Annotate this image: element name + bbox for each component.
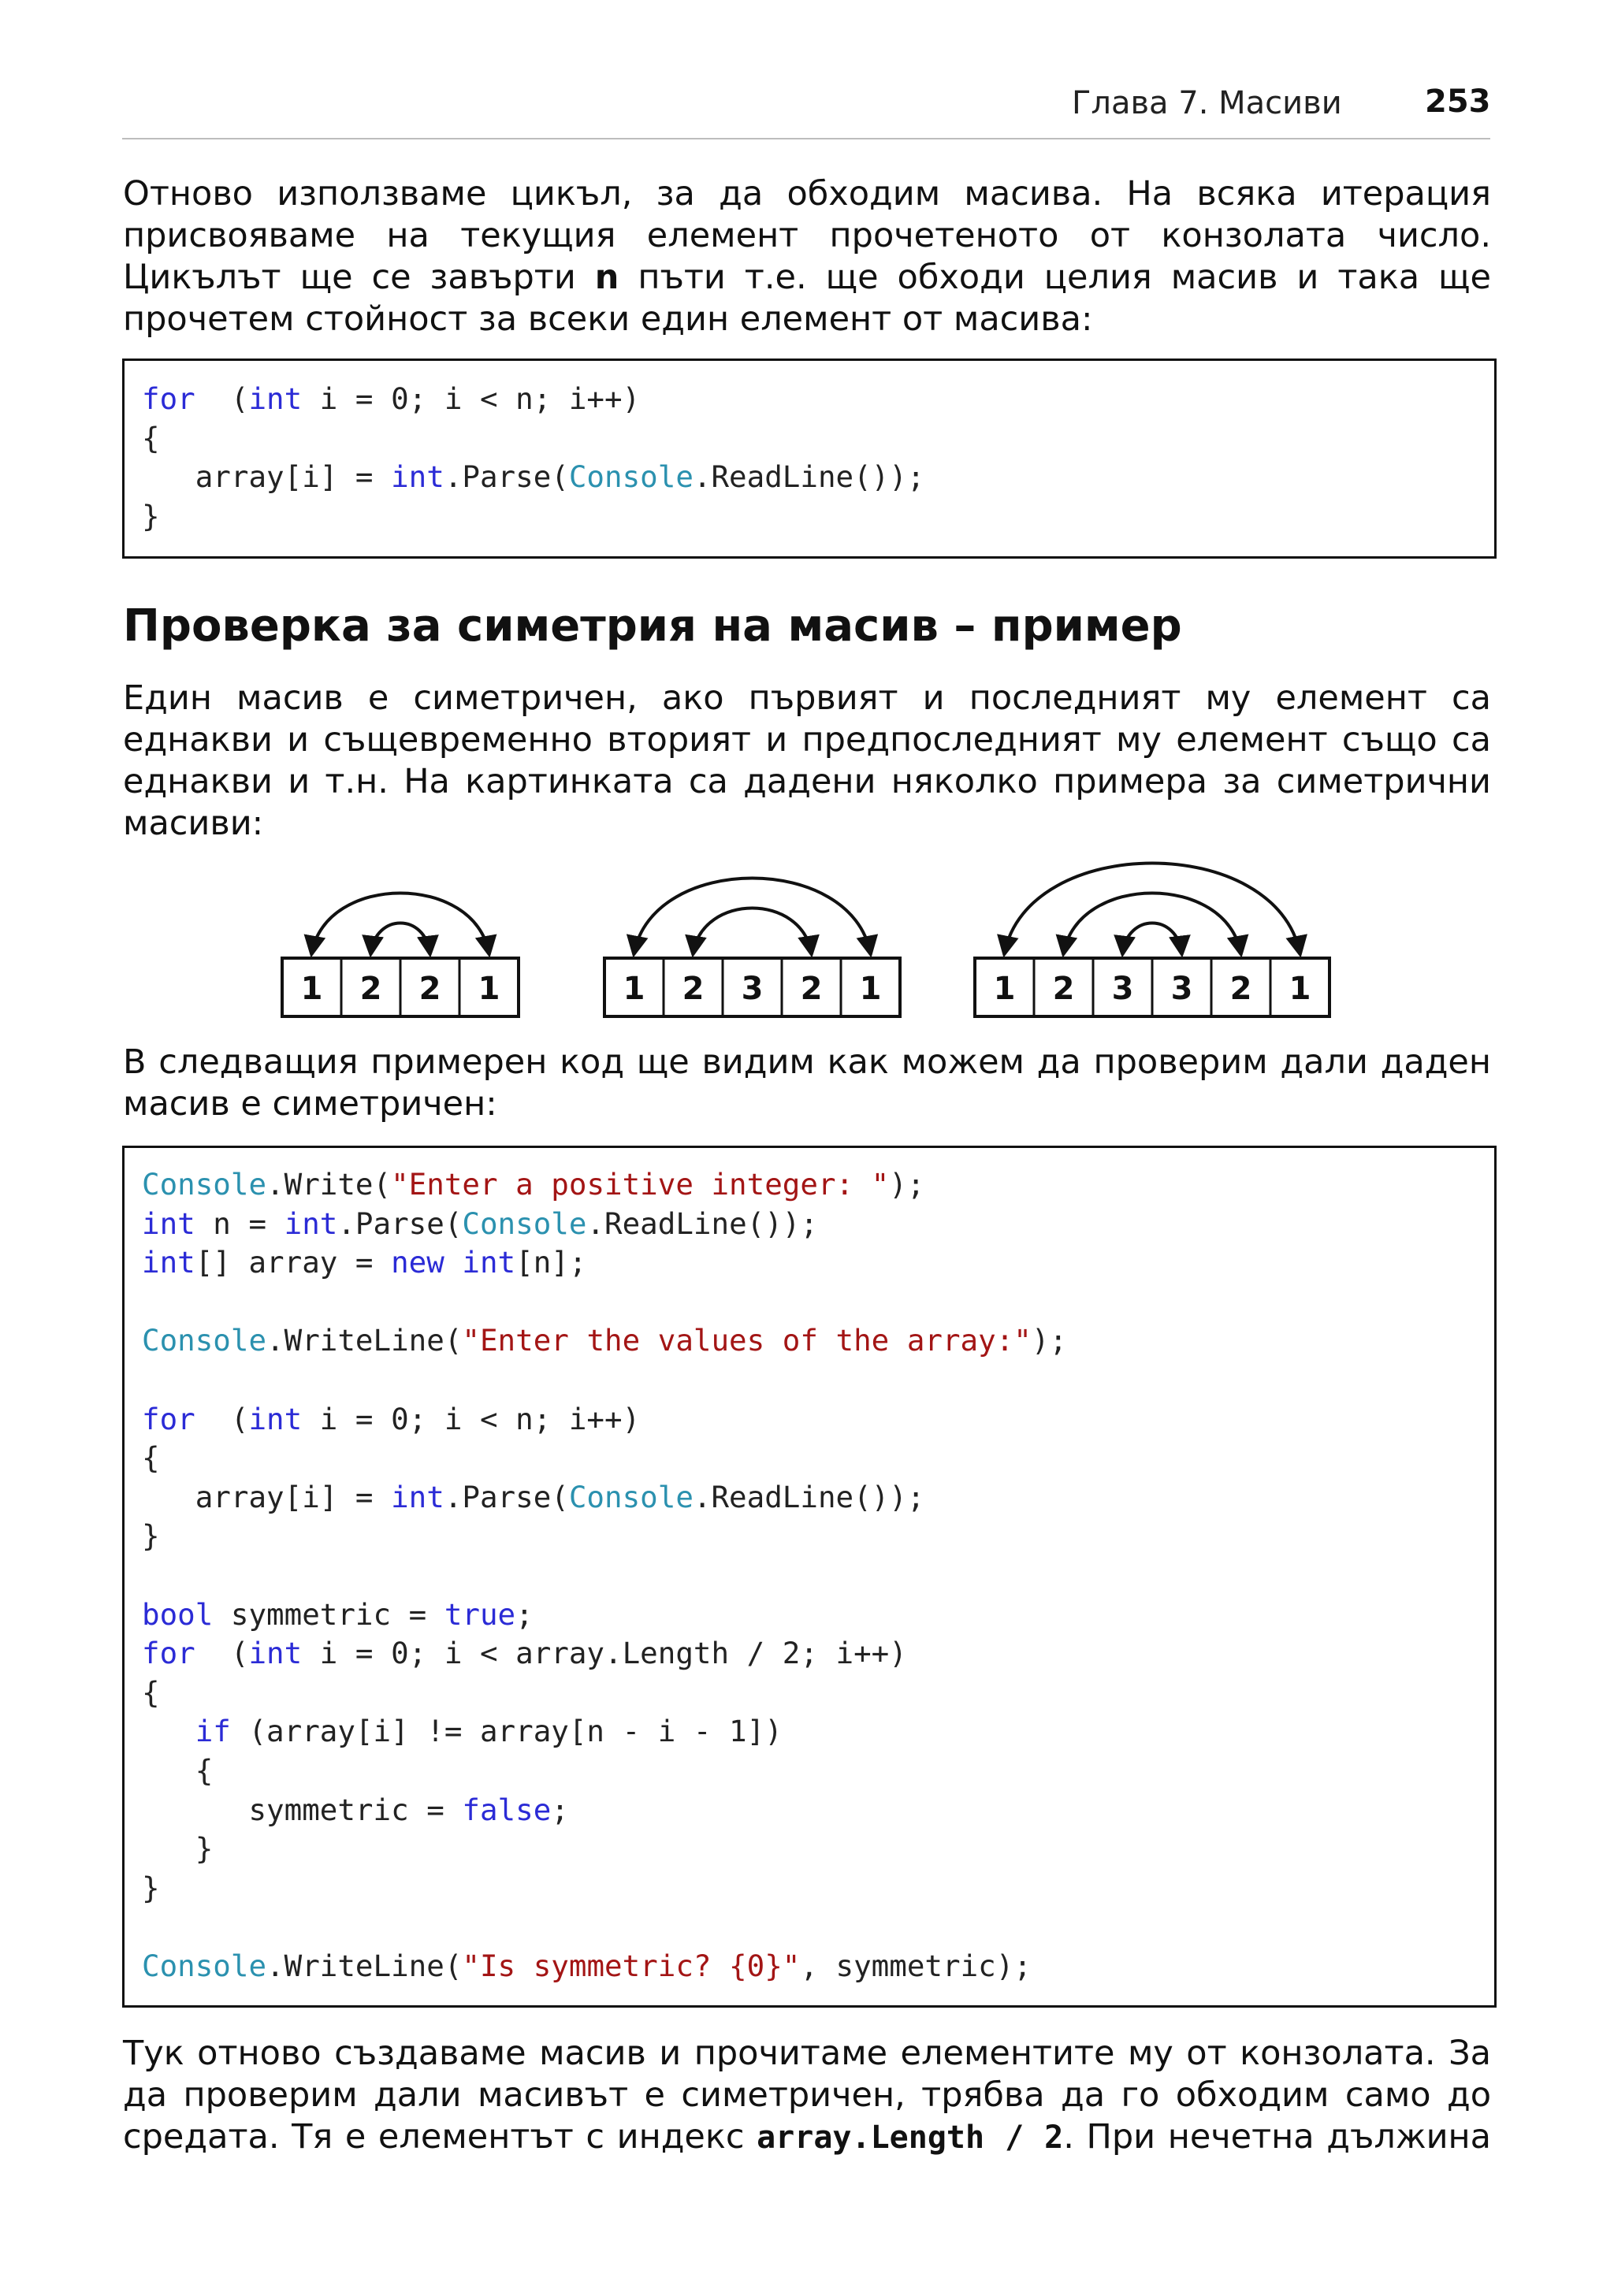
paragraph-explanation <box>123 2033 1491 2159</box>
code-line <box>142 1517 1067 1556</box>
code-line <box>142 458 924 497</box>
code-line <box>142 1712 1067 1752</box>
code-token: } <box>142 1870 160 1905</box>
code-token: i = 0; i < n; i++) <box>302 1401 641 1436</box>
text-segment: средата. Тя е елементът с индекс <box>123 2117 757 2157</box>
text-line: да проверим дали масивът е симетричен, трябва да го обходим само до <box>123 2075 1491 2115</box>
array-diagrams <box>282 863 1330 1016</box>
array-diagram <box>975 863 1330 1016</box>
array-cell-value: 1 <box>993 971 1016 1007</box>
code-line <box>142 1947 1067 1986</box>
text-line <box>123 257 1491 299</box>
code-block-symmetry-check <box>122 1146 1497 2008</box>
code-token: [n]; <box>515 1245 587 1280</box>
paragraph-example-intro <box>123 1042 1491 1125</box>
code-token: if <box>195 1714 231 1749</box>
code-block-read-loop <box>122 359 1497 559</box>
code-token: n = <box>195 1206 284 1241</box>
text-line: еднакви и същевременно вторият и предпоследният му елемент също са <box>123 720 1491 760</box>
array-cell-value: 1 <box>859 971 882 1007</box>
code-line <box>142 1634 1067 1674</box>
code-line <box>142 1674 1067 1713</box>
array-cell-value: 3 <box>1111 971 1134 1007</box>
array-cell-value: 1 <box>623 971 645 1007</box>
code-line <box>142 1321 1067 1361</box>
code-token: (array[i] != array[n - i - 1]) <box>230 1714 783 1749</box>
code-token: i = 0; i < n; i++) <box>302 381 641 416</box>
bold-variable-n: n <box>594 258 619 297</box>
code-line <box>142 419 924 459</box>
page-number: 253 <box>1425 84 1491 120</box>
code-token: Console <box>142 1323 267 1358</box>
array-cell-value: 2 <box>418 971 441 1007</box>
array-cell-value: 1 <box>1289 971 1311 1007</box>
text-line: Тук отново създаваме масив и прочитаме елементите му от конзолата. За <box>123 2034 1491 2073</box>
code-line <box>142 1478 1067 1518</box>
text-segment: . При нечетна дължина <box>1063 2117 1491 2157</box>
array-diagram <box>604 878 900 1016</box>
code-token: ); <box>1031 1323 1068 1358</box>
code-token: Console <box>568 459 694 495</box>
code-token: } <box>142 1831 214 1867</box>
code-token: .Parse( <box>444 1479 569 1514</box>
code-token: [] array = <box>195 1245 392 1280</box>
code-token: int <box>391 1479 444 1514</box>
code-token: Console <box>142 1948 267 1983</box>
code-token: "Enter a positive integer: " <box>391 1167 890 1202</box>
code-token: .Write( <box>266 1167 392 1202</box>
code-token: ( <box>195 381 249 416</box>
code-token: Console <box>568 1479 694 1514</box>
text-segment: Цикълът ще се завърти <box>123 258 595 297</box>
code-line <box>142 1205 1067 1244</box>
code-token: Console <box>462 1206 587 1241</box>
symmetry-arrow <box>1005 863 1300 953</box>
code-token: { <box>142 1752 214 1788</box>
code-token: array[i] = <box>142 459 392 495</box>
code-token: i = 0; i < array.Length / 2; i++) <box>302 1636 907 1671</box>
code-line <box>142 1869 1067 1908</box>
array-cell-value: 3 <box>741 971 764 1007</box>
code-token: int <box>462 1245 516 1280</box>
symmetry-arrow <box>371 923 430 953</box>
code-line <box>142 1830 1067 1869</box>
text-line: В следващия примерен код ще видим как можем да проверим дали даден <box>123 1042 1491 1082</box>
code-token: int <box>142 1206 195 1241</box>
code-token: int <box>248 381 303 416</box>
code-listing <box>142 1165 1067 1986</box>
code-line <box>142 1243 1067 1283</box>
code-token: .Parse( <box>337 1206 463 1241</box>
code-line <box>142 1752 1067 1791</box>
code-token: for <box>142 1636 195 1671</box>
code-line <box>142 1439 1067 1478</box>
paragraph-intro-loop <box>123 173 1491 340</box>
code-token: bool <box>142 1596 214 1632</box>
code-line <box>142 1283 1067 1322</box>
running-header-chapter: Глава 7. Масиви <box>1072 85 1342 121</box>
text-line: масиви: <box>123 804 264 843</box>
inline-code: array.Length / 2 <box>757 2120 1064 2156</box>
text-line <box>123 2116 1491 2159</box>
code-token: } <box>142 498 160 533</box>
text-line: Отново използваме цикъл, за да обходим масива. На всяка итерация <box>123 174 1491 214</box>
code-token: , symmetric); <box>800 1948 1032 1983</box>
array-cell-value: 2 <box>1052 971 1075 1007</box>
code-line <box>142 380 924 419</box>
code-token: false <box>462 1792 552 1827</box>
text-line: прочетем стойност за всеки един елемент от масива: <box>123 299 1093 339</box>
code-token: true <box>444 1596 516 1632</box>
text-line: присвояваме на текущия елемент прочетеното от конзолата число. <box>123 216 1491 255</box>
code-token: Console <box>142 1167 267 1202</box>
text-line: Един масив е симетричен, ако първият и последният му елемент са <box>123 678 1491 718</box>
code-token: ; <box>515 1596 534 1632</box>
code-token: } <box>142 1518 160 1554</box>
paragraph-symmetry-definition <box>123 678 1491 845</box>
code-token: .WriteLine( <box>266 1323 463 1358</box>
code-token: { <box>142 1440 160 1476</box>
code-token: int <box>142 1245 195 1280</box>
symmetry-arrow <box>694 908 812 953</box>
code-token <box>444 1245 463 1280</box>
array-cell-value: 2 <box>682 971 705 1007</box>
code-token <box>142 1714 195 1748</box>
symmetric-arrays-figure <box>0 851 1614 1040</box>
code-token: ( <box>195 1636 249 1671</box>
code-token: for <box>142 381 195 416</box>
code-line <box>142 1791 1067 1830</box>
symmetry-arrow <box>634 878 871 953</box>
code-line <box>142 1165 1067 1205</box>
code-token: ( <box>195 1401 249 1436</box>
code-line <box>142 1400 1067 1440</box>
array-cell-value: 1 <box>478 971 500 1007</box>
code-token: int <box>391 459 444 495</box>
code-token: .WriteLine( <box>266 1948 463 1983</box>
array-diagram <box>282 893 519 1016</box>
array-cell-value: 2 <box>359 971 382 1007</box>
code-token: "Enter the values of the array:" <box>462 1323 1032 1358</box>
code-token: int <box>248 1401 303 1436</box>
code-token: .ReadLine()); <box>586 1206 818 1241</box>
code-line <box>142 1361 1067 1400</box>
code-token: { <box>142 420 160 455</box>
array-cell-value: 2 <box>1229 971 1252 1007</box>
code-token: array[i] = <box>142 1479 392 1514</box>
code-token: .ReadLine()); <box>693 459 925 495</box>
code-token: for <box>142 1401 195 1436</box>
code-token: new <box>391 1245 444 1280</box>
code-token: symmetric = <box>142 1792 463 1827</box>
code-line <box>142 1908 1067 1947</box>
code-token: { <box>142 1674 160 1710</box>
code-token: ; <box>551 1792 569 1827</box>
code-token: .ReadLine()); <box>693 1479 925 1514</box>
section-title: Проверка за симетрия на масив – пример <box>123 600 1182 652</box>
array-cell-value: 2 <box>800 971 823 1007</box>
code-token: "Is symmetric? {0}" <box>462 1948 801 1983</box>
array-cell-value: 3 <box>1170 971 1193 1007</box>
text-segment: пъти т.е. ще обходи целия масив и така ще <box>619 258 1491 297</box>
code-line <box>142 1556 1067 1596</box>
array-cell-value: 1 <box>300 971 323 1007</box>
code-token: int <box>284 1206 338 1241</box>
code-line <box>142 497 924 537</box>
code-token: int <box>248 1636 303 1671</box>
code-listing <box>142 380 924 536</box>
code-token: symmetric = <box>213 1596 444 1632</box>
code-token: ); <box>889 1167 925 1202</box>
header-divider <box>122 138 1490 139</box>
text-line: масив е симетричен: <box>123 1084 497 1124</box>
symmetry-arrow <box>1123 923 1182 953</box>
code-line <box>142 1596 1067 1635</box>
text-line: еднакви и т.н. На картинката са дадени няколко примера за симетрични <box>123 762 1491 801</box>
code-token: .Parse( <box>444 459 569 495</box>
